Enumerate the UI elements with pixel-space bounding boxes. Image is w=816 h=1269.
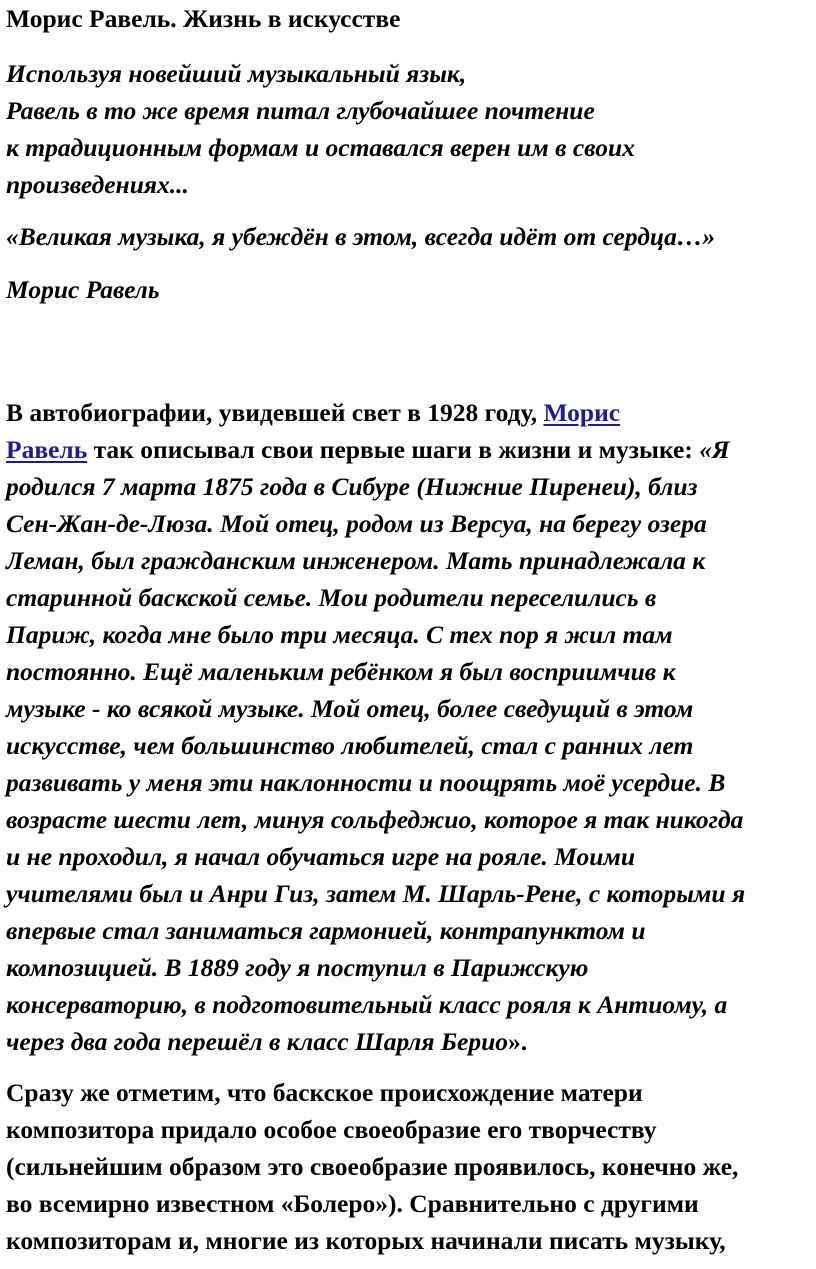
- paragraph-line: возрасте шести лет, минуя сольфеджио, которое я так никогда: [6, 805, 744, 834]
- paragraph-line: композиторам и, многие из которых начинали писать музыку,: [6, 1226, 726, 1255]
- epigraph-line: Равель в то же время питал глубочайшее почтение: [6, 96, 595, 125]
- paragraph-line: [6, 1023, 812, 1060]
- epigraph: [6, 55, 812, 203]
- ravel-link-continued[interactable]: Равель: [6, 435, 88, 464]
- page-title: Морис Равель. Жизнь в искусстве: [6, 4, 401, 33]
- quote: «Великая музыка, я убеждён в этом, всегда идёт от сердца…»: [6, 222, 716, 251]
- quote-open: «Я: [699, 435, 730, 464]
- paragraph-line: композицией. В 1889 году я поступил в Парижскую: [6, 953, 589, 982]
- paragraph-text: так описывал свои первые шаги в жизни и музыке:: [87, 435, 700, 464]
- paragraph-line: композитора придало особое своеобразие его творчеству: [6, 1115, 657, 1144]
- paragraph-line: искусстве, чем большинство любителей, стал с ранних лет: [6, 731, 694, 760]
- paragraph-line: (сильнейшим образом это своеобразие проявилось, конечно же,: [6, 1152, 739, 1181]
- epigraph-line: Используя новейший музыкальный язык,: [6, 59, 467, 88]
- paragraph-line: музыке - ко всякой музыке. Мой отец, более сведущий в этом: [6, 694, 694, 723]
- quote-close: ».: [508, 1027, 528, 1056]
- paragraph-line: старинной баскской семье. Мои родители переселились в: [6, 583, 657, 612]
- paragraph-line: [6, 431, 812, 468]
- paragraph-text: В автобиографии, увидевшей свет в 1928 году,: [6, 398, 544, 427]
- paragraph-line: Леман, был гражданским инженером. Мать принадлежала к: [6, 546, 706, 575]
- paragraph-line: учителями был и Анри Гиз, затем М. Шарль-Рене, с которыми я: [6, 879, 746, 908]
- paragraph-autobiography: [6, 394, 812, 1060]
- epigraph-line: произведениях...: [6, 170, 189, 199]
- ravel-link[interactable]: Морис: [543, 398, 621, 427]
- paragraph-line: Сразу же отметим, что баскское происхождение матери: [6, 1078, 643, 1107]
- paragraph-text: через два года перешёл в класс Шарля Берио: [6, 1027, 509, 1056]
- paragraph-line: развивать у меня эти наклонности и поощрять моё усердие. В: [6, 768, 726, 797]
- paragraph-line: Сен-Жан-де-Люза. Мой отец, родом из Версуа, на берегу озера: [6, 509, 707, 538]
- paragraph-line: впервые стал заниматься гармонией, контрапунктом и: [6, 916, 646, 945]
- paragraph-line: и не проходил, я начал обучаться игре на рояле. Моими: [6, 842, 636, 871]
- paragraph-line: постоянно. Ещё маленьким ребёнком я был восприимчив к: [6, 657, 676, 686]
- paragraph-line: Париж, когда мне было три месяца. С тех пор я жил там: [6, 620, 673, 649]
- quote-author: Морис Равель: [6, 275, 160, 304]
- paragraph-line: во всемирно известном «Болеро»). Сравнительно с другими: [6, 1189, 699, 1218]
- paragraph-line: родился 7 марта 1875 года в Сибуре (Нижние Пиренеи), близ: [6, 472, 698, 501]
- paragraph-line: консерваторию, в подготовительный класс рояля к Антиому, а: [6, 990, 728, 1019]
- paragraph-basque-origin: [6, 1074, 812, 1259]
- paragraph-line: [6, 394, 812, 431]
- epigraph-line: к традиционным формам и оставался верен им в своих: [6, 133, 635, 162]
